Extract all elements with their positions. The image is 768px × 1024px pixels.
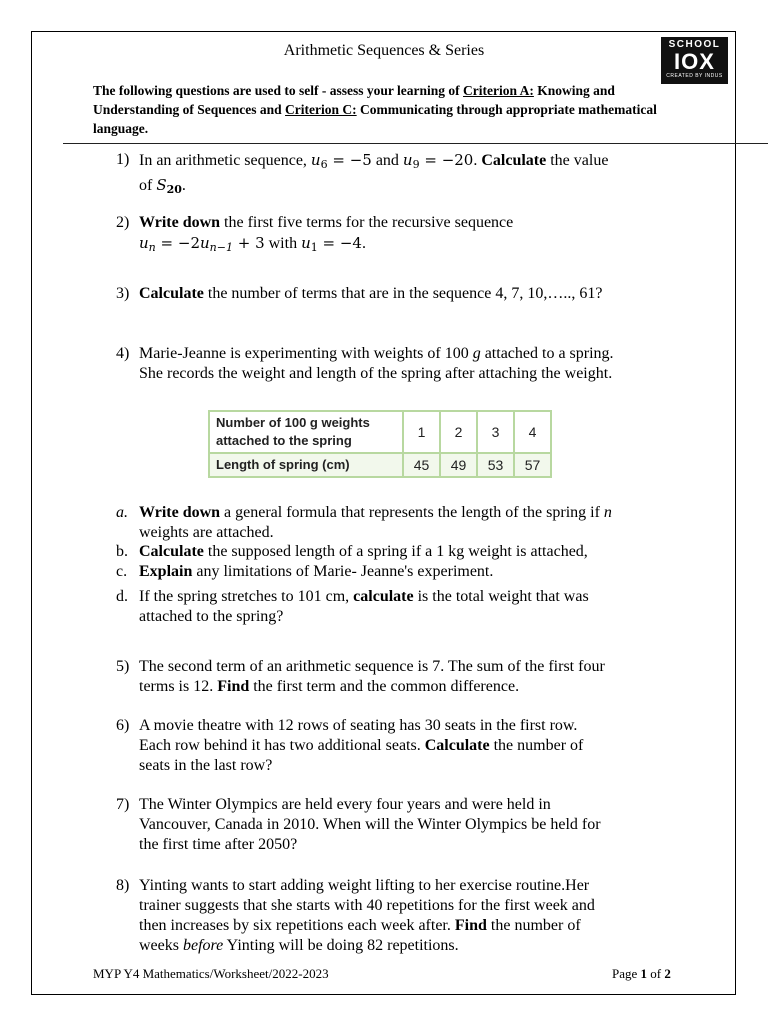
subquestion-d [116,587,676,627]
school-logo [661,37,728,84]
text: seats in the last row? [139,757,273,774]
text: the number of [489,737,584,754]
sub-label: c. [116,563,128,580]
sub-label: a. [116,504,128,521]
question-3 [116,284,696,304]
sub-label: b. [116,543,128,560]
table-cell: 57 [514,453,551,477]
math [311,151,372,169]
text: Yinting will be doing 82 repetitions. [223,937,459,954]
row-header: Length of spring (cm) [209,453,403,477]
command-word: Find [217,678,250,695]
text: attached to the spring? [139,608,284,625]
row-header [209,411,403,453]
text: A movie theatre with 12 rows of seating has 30 seats in the first row. [139,717,578,734]
text: The second term of an arithmetic sequence is 7. The sum of the first four [139,658,605,675]
text: with [264,235,302,252]
math-var: u [139,234,149,252]
math-sub: 6 [320,158,328,171]
math [403,151,473,169]
text: Page [612,966,641,981]
math-sub: 1 [310,241,318,254]
text: the number of [486,917,581,934]
math [301,234,362,252]
text: then increases by six repetitions each week after. [139,917,455,934]
math [156,176,182,194]
subquestion-b [116,542,676,562]
math-sub: 20 [166,183,182,196]
table-cell: 1 [403,411,440,453]
command-word: Write down [139,214,221,231]
math-rhs: = −5 [327,151,372,169]
math-rhs: = −20 [419,151,474,169]
question-6 [116,716,676,776]
footer-page [612,966,671,982]
math-sub: n [148,241,156,254]
subquestion-a [116,503,676,543]
text: terms is 12. [139,678,218,695]
text: In an arithmetic sequence, [139,152,311,169]
question-number: 5) [116,658,130,675]
unit: g [472,345,481,362]
question-5 [116,657,676,697]
table-row [209,453,551,477]
question-number: 8) [116,877,130,894]
table-cell: 4 [514,411,551,453]
page-number: 1 [640,966,648,981]
question-8 [116,876,676,956]
text: the first time after 2050? [139,836,298,853]
math [139,234,265,252]
text: the first term and the common difference. [249,678,520,695]
command-word: Write down [139,504,221,521]
text: . [181,177,186,194]
text: Marie-Jeanne is experimenting with weights of 100 [139,345,473,362]
text: If the spring stretches to 101 cm, [139,588,354,605]
text: . [473,152,482,169]
math-var: S [156,176,167,194]
table-row [209,411,551,453]
question-number: 4) [116,345,130,362]
question-1 [116,150,676,200]
question-number: 6) [116,717,130,734]
divider [63,143,768,144]
spring-data-table [208,410,552,478]
text: weights are attached. [139,524,274,541]
math-rhs: = −4 [317,234,362,252]
table-cell: 49 [440,453,477,477]
question-4 [116,344,716,384]
command-word: Calculate [139,285,204,302]
command-word: calculate [353,588,414,605]
header-line: Number of 100 g weights [216,415,370,430]
intro-text [93,81,683,138]
criterion-c: Criterion C: [285,102,357,117]
text: Vancouver, Canada in 2010. When will the Winter Olympics be held for [139,816,601,833]
table-cell: 2 [440,411,477,453]
text: the supposed length of a spring if a 1 kg weight is attached, [203,543,588,560]
text: . [361,235,366,252]
question-7 [116,795,676,855]
intro-part: Knowing and Understanding of Sequences and [93,83,615,117]
command-word: Explain [139,563,193,580]
question-2 [116,213,676,258]
math-var: u [199,234,210,252]
text: weeks [139,937,183,954]
intro-part: The following questions are used to self - assess your learning of [93,83,464,98]
text: the first five terms for the recursive sequence [220,214,514,231]
emphasis: before [182,937,224,954]
table-cell: 3 [477,411,514,453]
sub-label: d. [116,588,128,605]
command-word: Calculate [481,152,547,169]
command-word: Find [454,917,487,934]
page-title: Arithmetic Sequences & Series [283,42,485,59]
logo-line3: CREATED BY INDUS [666,73,723,79]
command-word: Calculate [424,737,490,754]
text: Yinting wants to start adding weight lifting to her exercise routine.Her [139,877,590,894]
text: Each row behind it has two additional seats. [139,737,425,754]
subquestion-c [116,562,676,582]
question-number: 3) [116,285,130,302]
math-var: u [310,151,321,169]
text: and [371,152,403,169]
text: any limitations of Marie- Jeanne's experiment. [192,563,494,580]
text: of [647,966,665,981]
text: The Winter Olympics are held every four years and were held in [139,796,551,813]
math-rhs: + 3 [232,234,265,252]
text: the value [546,152,609,169]
math-var: u [402,151,413,169]
text: a general formula that represents the length of the spring if [220,504,604,521]
header-line: attached to the spring [216,433,352,448]
command-word: Calculate [139,543,204,560]
question-number: 7) [116,796,130,813]
question-number: 2) [116,214,130,231]
text: of [139,177,157,194]
logo-line1: SCHOOL [668,39,721,50]
footer-course: MYP Y4 Mathematics/Worksheet/2022-2023 [93,966,329,981]
criterion-a: Criterion A: [463,83,534,98]
math-var: u [301,234,311,252]
text: the number of terms that are in the sequence 4, 7, 10,….., 61? [203,285,603,302]
intro-part: Communicating through appropriate mathematical language. [93,102,657,136]
math-sub: 9 [412,158,420,171]
text: She records the weight and length of the spring after attaching the weight. [139,365,613,382]
math-sub: n−1 [209,241,233,254]
table-cell: 53 [477,453,514,477]
page-total: 2 [664,966,671,981]
logo-line2: IOX [674,49,715,74]
table-cell: 45 [403,453,440,477]
text: trainer suggests that she starts with 40 repetitions for the first week and [139,897,595,914]
question-number: 1) [116,151,130,168]
text: is the total weight that was [413,588,589,605]
var: n [603,504,612,521]
math-rhs: = −2 [155,234,200,252]
text: attached to a spring. [480,345,614,362]
